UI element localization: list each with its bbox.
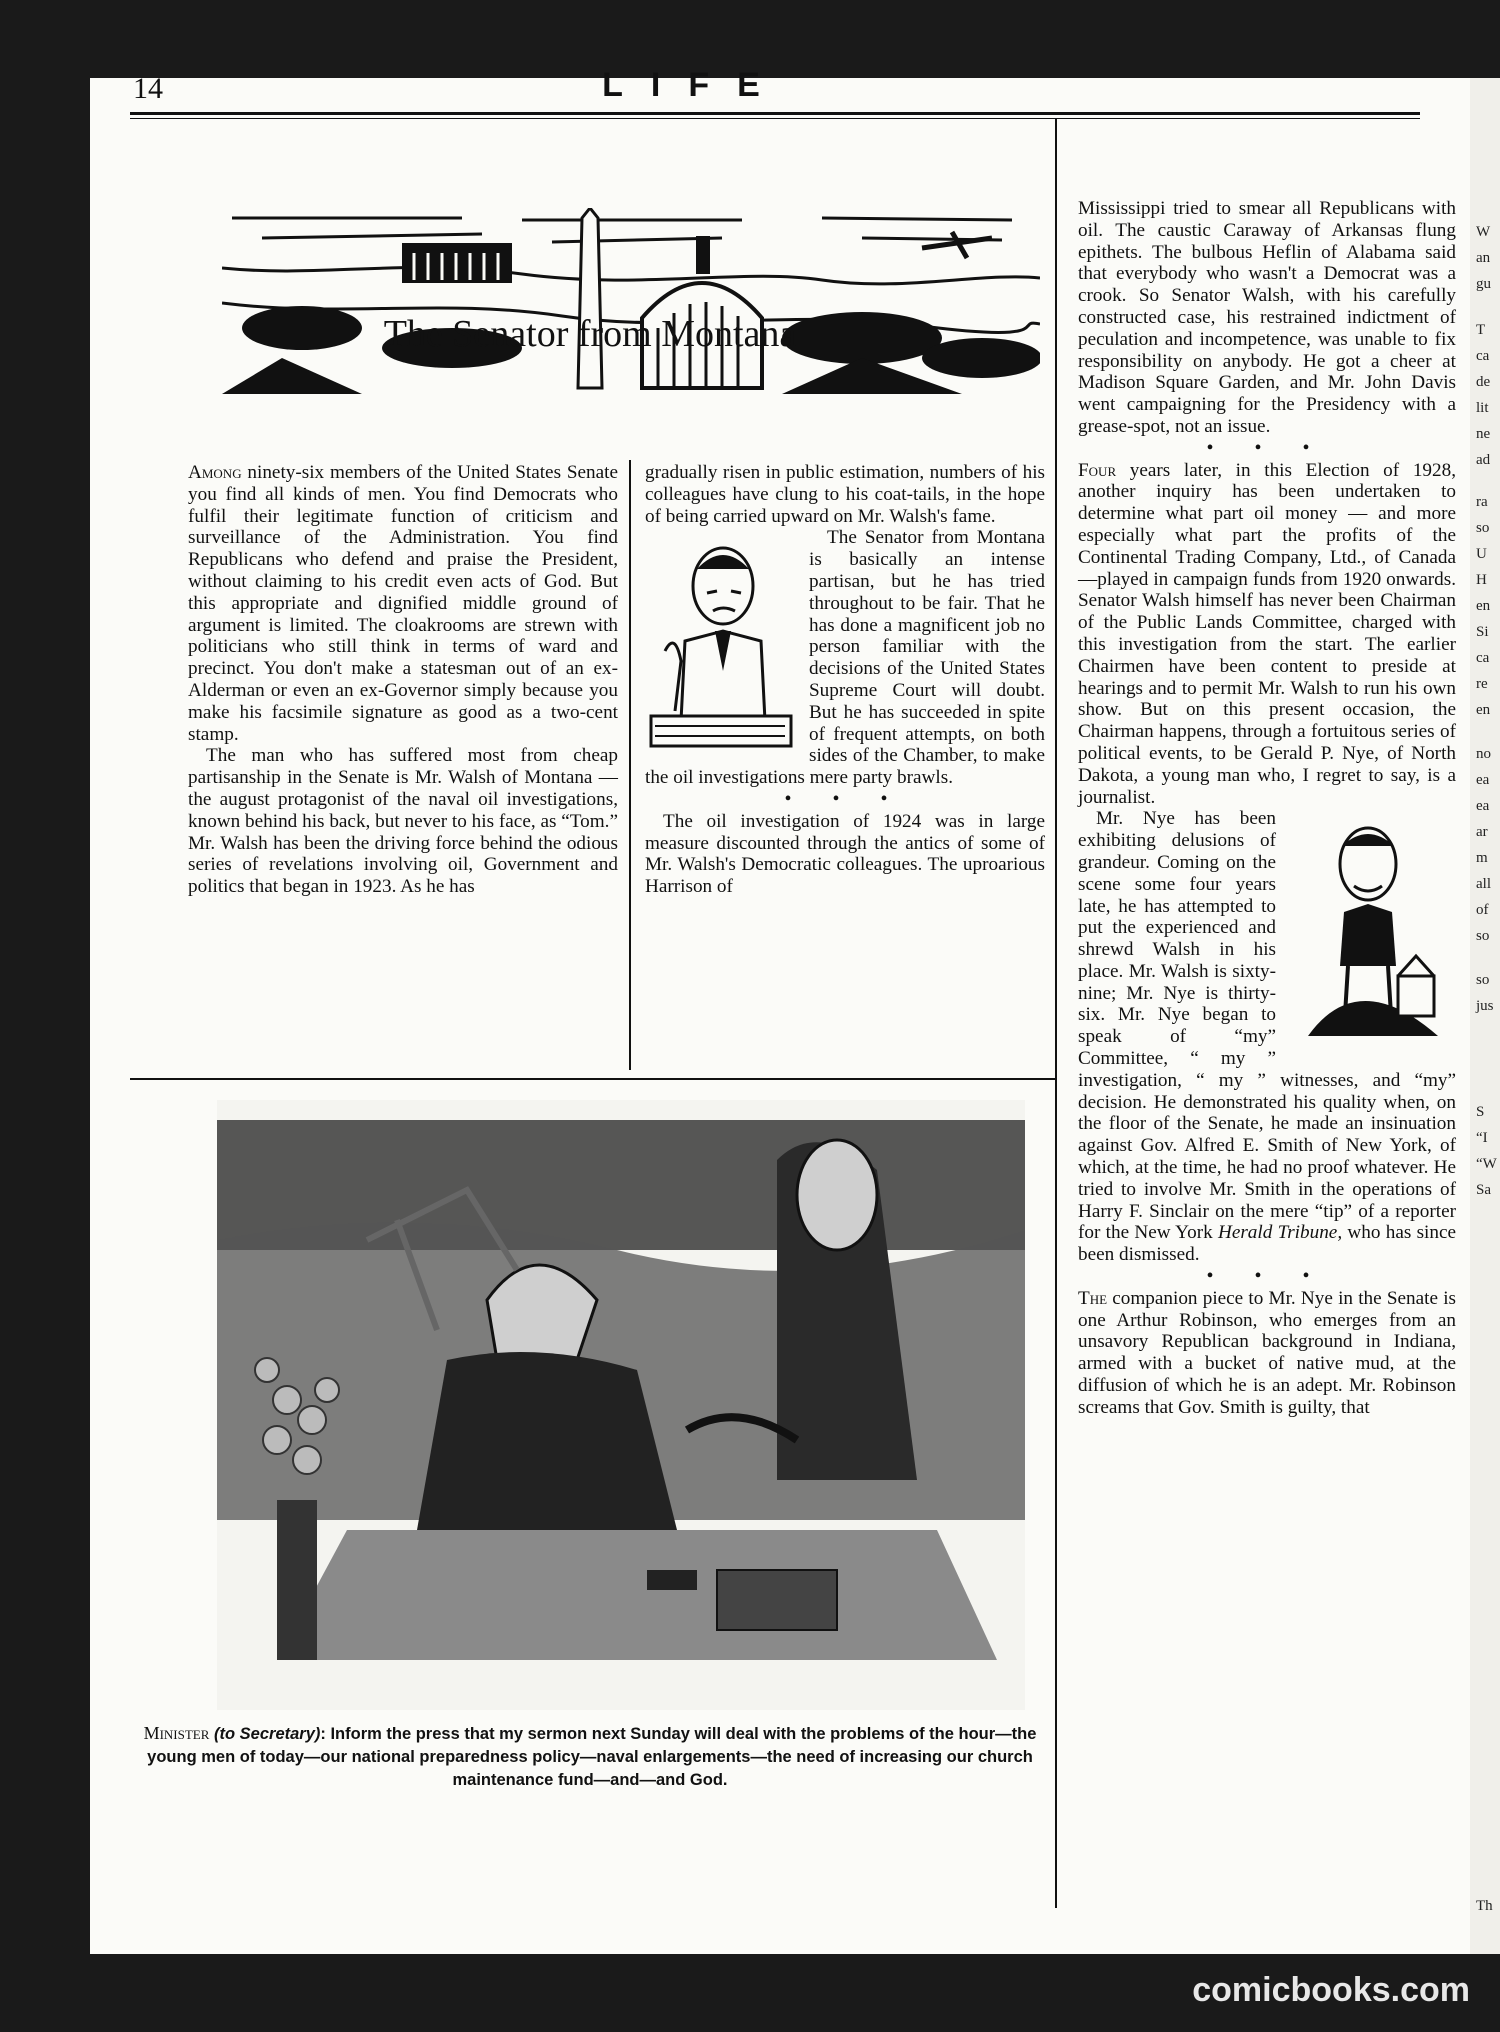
page-number: 14 — [133, 72, 163, 105]
next-page-fragment: no — [1476, 746, 1491, 762]
next-page-fragment: W — [1476, 224, 1491, 240]
next-page-fragment: Si — [1476, 624, 1489, 640]
next-page-fragment: ad — [1476, 452, 1491, 468]
paragraph-text: who has since been dismissed. — [1078, 1222, 1457, 1266]
paragraph: The oil investigation of 1924 was in large measure discounted through the antics of some of Mr. Walsh's Democratic colleagues. The uproarious Harrison of — [645, 810, 1045, 898]
section-break: • • • — [1206, 436, 1328, 459]
next-page-edge — [1470, 78, 1500, 1954]
header-rule — [130, 112, 1420, 115]
paragraph: The man who has suffered most from cheap partisanship in the Senate is Mr. Walsh of Montana — the august protagonist of the naval oil investigations, known behind his back, but never to his face, as “Tom.” Mr. Walsh has been the driving force behind the odious series of revelations involving oil, Government and politics that began in 1923. As he has — [188, 745, 618, 898]
article-column-2 — [645, 462, 1045, 898]
next-page-fragment: Sa — [1476, 1182, 1491, 1198]
next-page-fragment: ea — [1476, 798, 1490, 814]
caption-text: : Inform the press that my sermon next Sunday will deal with the problems of the hour—the young men of today—our national preparedness policy—naval enlargements—the need of increasing our church maintenance fund—and—and God. — [147, 1725, 1037, 1789]
paragraph-text: ninety-six members of the United States Senate you find all kinds of men. You find Democrats who fulfil their legitimate function of criticism and surveillance of the Administration. You find Republicans who defend and praise the President, without claiming to his credit even acts of God. But this appropriate and dignified middle ground of argument is limited. The cloakrooms are strewn with politicians who still think in terms of ward and precinct. You don't make a statesman out of an ex-Alderman or even an ex-Governor simply because you make his facsimile signature as good as a two-cent stamp. — [188, 462, 618, 745]
next-page-fragment: jus — [1476, 998, 1494, 1014]
next-page-fragment: en — [1476, 598, 1491, 614]
senator-nye-caricature — [1288, 816, 1456, 1046]
article-column-1 — [188, 462, 618, 898]
next-page-fragment: an — [1476, 250, 1491, 266]
next-page-fragment: so — [1476, 520, 1490, 536]
article-column-3 — [1078, 198, 1456, 1419]
drop-lead: The — [1078, 1287, 1108, 1309]
masthead: LIFE — [602, 66, 788, 104]
next-page-fragment: ca — [1476, 348, 1490, 364]
caption-speaker: Minister — [143, 1723, 210, 1743]
minister-cartoon-illustration — [217, 1100, 1025, 1710]
next-page-fragment: all — [1476, 876, 1491, 892]
caption-aside: (to Secretary) — [214, 1725, 321, 1743]
senator-walsh-caricature — [645, 531, 795, 751]
paragraph: gradually risen in public estimation, numbers of his colleagues have clung to his coat-tails, in the hope of being carried upward on Mr. Walsh's fame. — [645, 462, 1045, 527]
column-rule-right — [1055, 118, 1057, 1908]
next-page-fragment: “I — [1476, 1130, 1488, 1146]
paragraph: Mississippi tried to smear all Republicans with oil. The caustic Caraway of Arkansas flung epithets. The bulbous Heflin of Alabama said that everybody who wasn't a Democrat was a crook. So Senator Walsh, with his carefully constructed case, his restrained indictment of peculation and incompetence, was unable to fix responsibility on anybody. He got a cheer at Madison Square Garden, and Mr. John Davis went campaigning for the Presidency with a grease-spot, not an issue. — [1078, 198, 1456, 437]
paragraph-text: companion piece to Mr. Nye in the Senate is one Arthur Robinson, who emerges from an unsavory Republican background in Indiana, armed with a bucket of native mud, at the diffusion of which he is an adept. Mr. Robinson screams that Gov. Smith is guilty, that — [1078, 1287, 1456, 1418]
cartoon-caption — [130, 1722, 1050, 1792]
next-page-fragment: ne — [1476, 426, 1491, 442]
article-title: The Senator from Montana — [383, 313, 797, 355]
next-page-fragment: T — [1476, 322, 1486, 338]
next-page-fragment: of — [1476, 902, 1489, 918]
paragraph — [1078, 460, 1456, 809]
section-break: • • • — [784, 787, 906, 810]
watermark: comicbooks.com — [1192, 1971, 1470, 2009]
next-page-fragment: ar — [1476, 824, 1488, 840]
next-page-fragment: so — [1476, 972, 1490, 988]
paragraph — [1078, 1288, 1456, 1419]
paragraph-text: years later, in this Election of 1928, another inquiry has been undertaken to determine what part oil money — and more especially what part the profits of the Continental Trading Company, Ltd., of Canada—played in campaign funds from 1920 onwards. Senator Walsh himself has never been Chairman of the Public Lands Committee, charged with this investigation from the start. The earlier Chairmen have been content to preside at hearings and to permit Mr. Walsh to run his own show. But on this present occasion, the Chairman happens, through a fortuitous series of political events, to be Gerald P. Nye, of North Dakota, a young man who, I regret to say, is a journalist. — [1078, 459, 1456, 808]
next-page-fragment: en — [1476, 702, 1491, 718]
paragraph: The Senator from Montana is basically an intense partisan, but he has tried throughout to be fair. That he has done a magnificent job no person familiar with the decisions of the United States Supreme Court will doubt. But he has succeeded in spite of frequent attempts, on both sides of the Chamber, to make the oil investigations mere party brawls. — [645, 527, 1045, 789]
next-page-fragment: m — [1476, 850, 1488, 866]
paragraph-text: Mr. Nye has been exhibiting delusions of grandeur. Coming on the scene some four years late, he has attempted to put the experienced and shrewd Walsh in his place. Mr. Walsh is sixty-nine; Mr. Nye is thirty-six. Mr. Nye began to speak of “my” Committee, “ my ” investigation, “ my ” witnesses, and “my” decision. He demonstrated his quality when, on the floor of the Senate, he made an insinuation against Gov. Alfred E. Smith of New York, of which, at the time, he had no proof whatever. He tried to involve Mr. Smith in the operations of Harry F. Sinclair on the mere “tip” of a reporter for the New York — [1078, 808, 1456, 1244]
cartoon-top-rule — [130, 1078, 1056, 1080]
next-page-fragment: de — [1476, 374, 1491, 390]
next-page-fragment: “W — [1476, 1156, 1497, 1172]
drop-lead: Among — [188, 462, 242, 483]
next-page-fragment: re — [1476, 676, 1488, 692]
next-page-fragment: U — [1476, 546, 1487, 562]
header-rule-thin — [130, 118, 1420, 119]
next-page-fragment: gu — [1476, 276, 1491, 292]
washington-skyline-illustration — [222, 208, 1040, 394]
next-page-fragment: ea — [1476, 772, 1490, 788]
next-page-fragment: H — [1476, 572, 1487, 588]
next-page-fragment: Th — [1476, 1898, 1493, 1914]
paragraph — [188, 462, 618, 745]
next-page-fragment: lit — [1476, 400, 1489, 416]
section-break: • • • — [1206, 1265, 1328, 1288]
next-page-fragment: so — [1476, 928, 1490, 944]
next-page-fragment: S — [1476, 1104, 1485, 1120]
column-rule-middle — [629, 460, 631, 1070]
newspaper-name: Herald Tribune, — [1217, 1222, 1343, 1244]
drop-lead: Four — [1078, 459, 1117, 481]
next-page-fragment: ra — [1476, 494, 1488, 510]
next-page-fragment: ca — [1476, 650, 1490, 666]
